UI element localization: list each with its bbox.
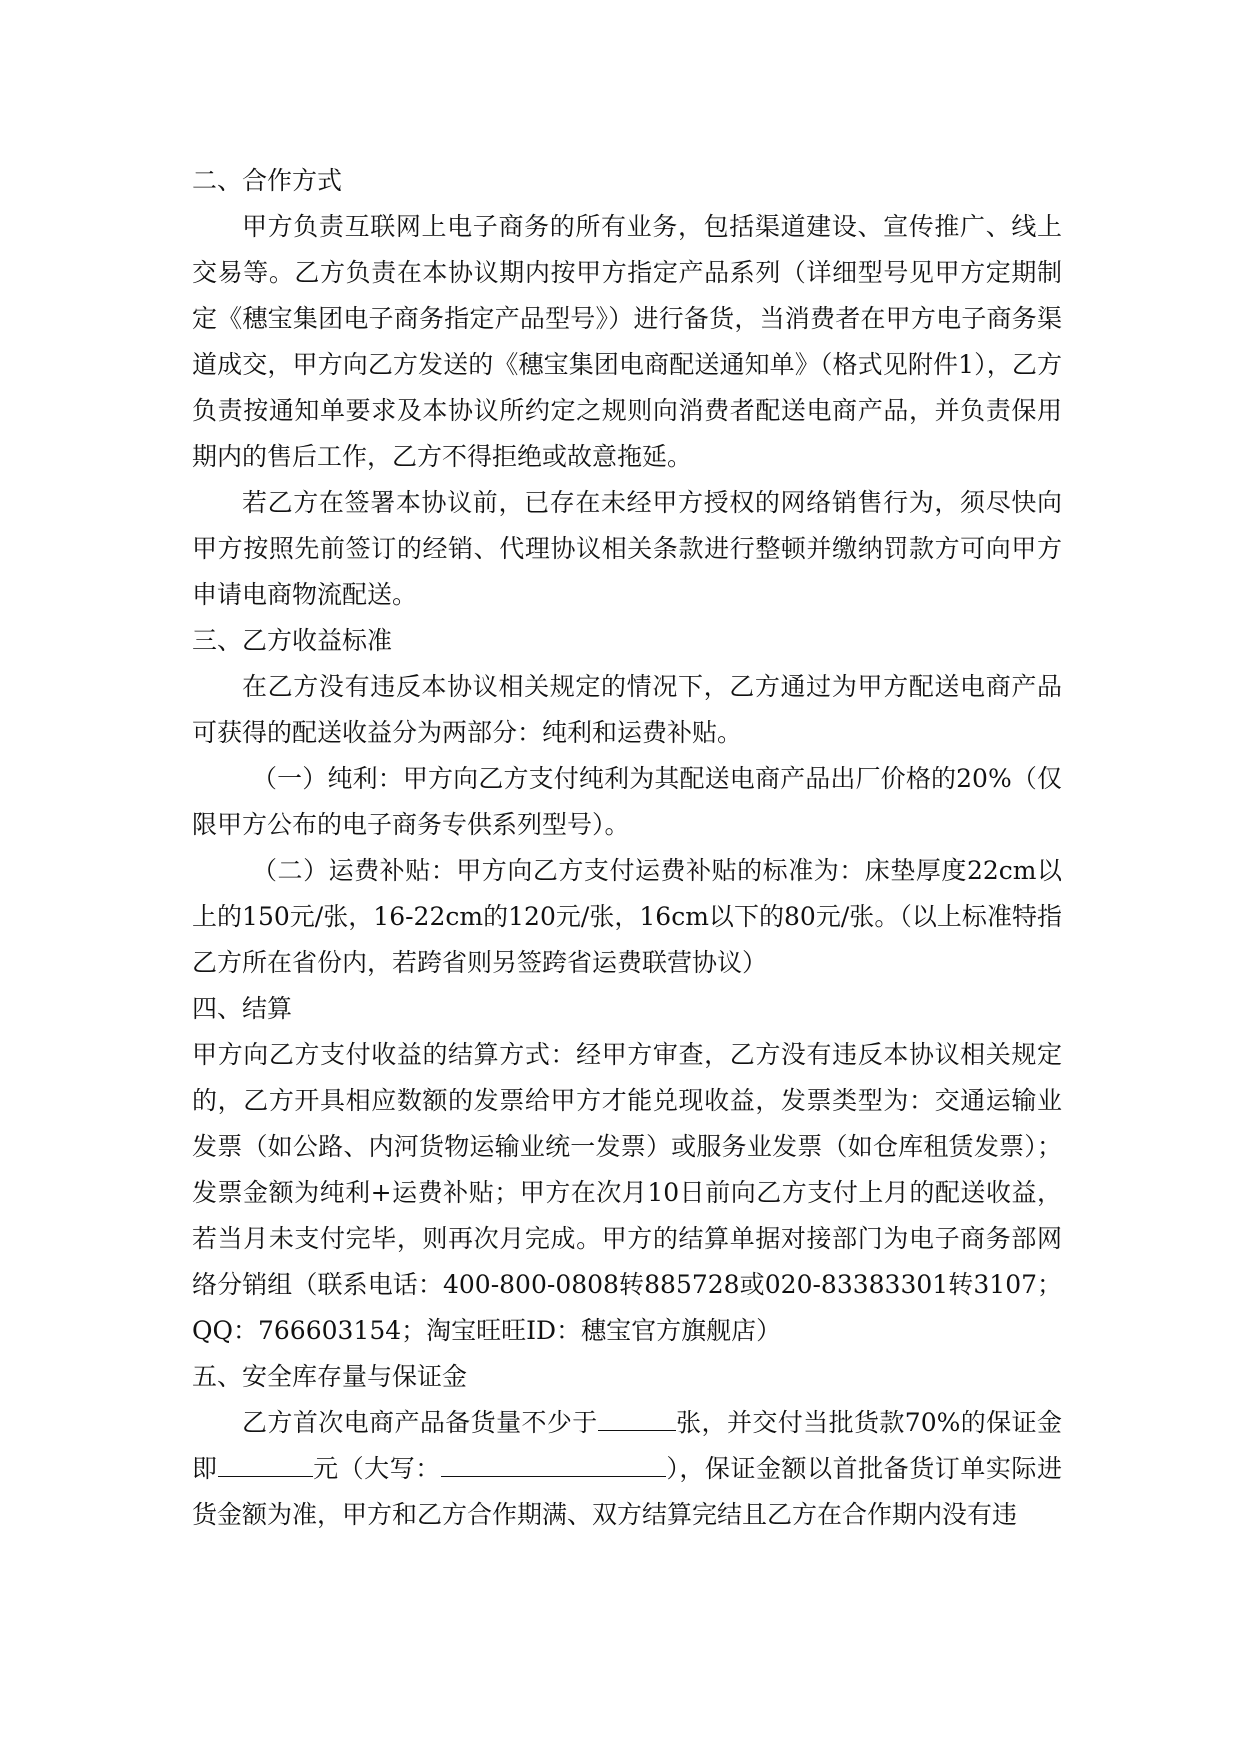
section-3-item-freight-subsidy: （二）运费补贴：甲方向乙方支付运费补贴的标准为：床垫厚度22cm以上的150元/张，16-22cm的120元/张，16cm以下的80元/张。（以上标准特指乙方所在省份内，若跨省则另签跨省运费联营协议） xyxy=(192,856,1062,977)
section-5-text-c: 元（大写： xyxy=(312,1454,441,1483)
document-body xyxy=(192,158,1062,1538)
section-4-heading: 四、结算 xyxy=(192,994,293,1023)
section-5-text-d: ），保证金额以首批备货订单实际进货金额为准，甲方和乙方合作期满、双方结算完结且乙方在合作期内没有违 xyxy=(192,1454,1062,1529)
section-2-heading: 二、合作方式 xyxy=(192,166,343,195)
section-3-paragraph-1: 在乙方没有违反本协议相关规定的情况下，乙方通过为甲方配送电商产品可获得的配送收益分为两部分：纯利和运费补贴。 xyxy=(192,672,1062,747)
section-4-paragraph-1: 甲方向乙方支付收益的结算方式：经甲方审查，乙方没有违反本协议相关规定的，乙方开具相应数额的发票给甲方才能兑现收益，发票类型为：交通运输业发票（如公路、内河货物运输业统一发票）或服务业发票（如仓库租赁发票）；发票金额为纯利+运费补贴；甲方在次月10日前向乙方支付上月的配送收益，若当月未支付完毕，则再次月完成。甲方的结算单据对接部门为电子商务部网络分销组（联系电话：400-800-0808转885728或020-83383301转3107；QQ：766603154；淘宝旺旺ID：穗宝官方旗舰店） xyxy=(192,1040,1062,1345)
section-5-paragraph-1 xyxy=(192,1400,1062,1538)
section-5-text-a: 乙方首次电商产品备货量不少于 xyxy=(242,1408,598,1437)
section-2-paragraph-2: 若乙方在签署本协议前，已存在未经甲方授权的网络销售行为，须尽快向甲方按照先前签订的经销、代理协议相关条款进行整顿并缴纳罚款方可向甲方申请电商物流配送。 xyxy=(192,488,1062,609)
section-5-text-b: 张，并交付当批货款70%的保证金即 xyxy=(192,1408,1062,1483)
section-3-item-profit: （一）纯利：甲方向乙方支付纯利为其配送电商产品出厂价格的20%（仅限甲方公布的电子商务专供系列型号）。 xyxy=(192,764,1062,839)
stock-quantity-blank[interactable] xyxy=(598,1402,676,1431)
deposit-amount-in-words-blank[interactable] xyxy=(441,1448,666,1477)
section-2-paragraph-1: 甲方负责互联网上电子商务的所有业务，包括渠道建设、宣传推广、线上交易等。乙方负责在本协议期内按甲方指定产品系列（详细型号见甲方定期制定《穗宝集团电子商务指定产品型号》）进行备货，当消费者在甲方电子商务渠道成交，甲方向乙方发送的《穗宝集团电商配送通知单》（格式见附件1），乙方负责按通知单要求及本协议所约定之规则向消费者配送电商产品，并负责保用期内的售后工作，乙方不得拒绝或故意拖延。 xyxy=(192,212,1062,471)
deposit-amount-blank[interactable] xyxy=(218,1448,313,1477)
section-3-heading: 三、乙方收益标准 xyxy=(192,626,393,655)
section-5-heading: 五、安全库存量与保证金 xyxy=(192,1362,468,1391)
